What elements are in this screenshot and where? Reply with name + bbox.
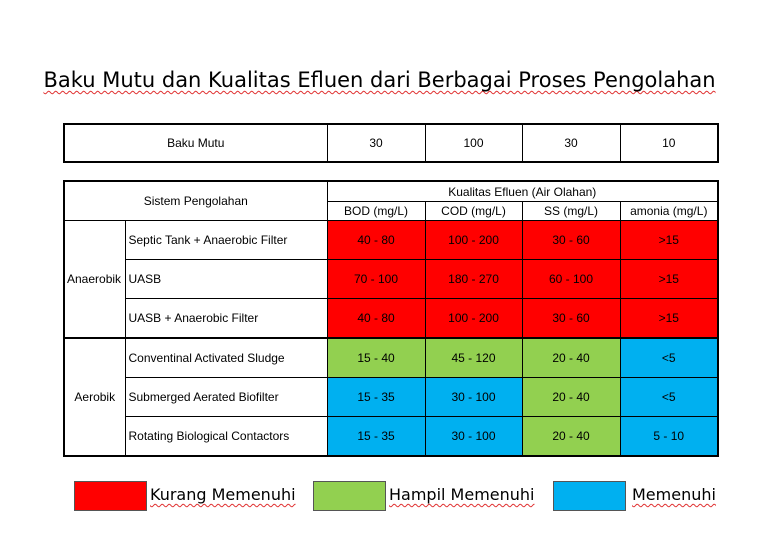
legend-label-kurang bbox=[150, 485, 296, 504]
legend-swatch-blue bbox=[553, 481, 626, 511]
effluent-quality-table bbox=[63, 180, 719, 457]
legend-swatch-red bbox=[74, 481, 147, 511]
value-cell: 15 - 35 bbox=[327, 378, 425, 417]
baku-mutu-ss: 30 bbox=[522, 124, 620, 162]
legend-text: Hampil Memenuhi bbox=[389, 485, 535, 504]
value-cell: 20 - 40 bbox=[522, 338, 620, 378]
value-cell: 30 - 100 bbox=[425, 417, 522, 457]
system-name: Rotating Biological Contactors bbox=[125, 417, 327, 457]
column-header-ss: SS (mg/L) bbox=[522, 202, 620, 221]
quality-header: Kualitas Efluen (Air Olahan) bbox=[327, 181, 718, 202]
system-name: UASB + Anaerobic Filter bbox=[125, 299, 327, 339]
value-cell: 20 - 40 bbox=[522, 417, 620, 457]
value-cell: 100 - 200 bbox=[425, 221, 522, 260]
value-cell: >15 bbox=[620, 221, 718, 260]
header-row bbox=[64, 181, 718, 202]
value-cell: 5 - 10 bbox=[620, 417, 718, 457]
system-name: Submerged Aerated Biofilter bbox=[125, 378, 327, 417]
group-label-aerobik: Aerobik bbox=[64, 338, 125, 456]
legend-label-hampil bbox=[389, 485, 535, 504]
column-header-cod: COD (mg/L) bbox=[425, 202, 522, 221]
baku-mutu-row bbox=[64, 124, 718, 162]
legend-text: Memenuhi bbox=[632, 485, 716, 504]
table-row bbox=[64, 260, 718, 299]
table-row bbox=[64, 338, 718, 378]
baku-mutu-bod: 30 bbox=[327, 124, 425, 162]
legend-swatch-green bbox=[313, 481, 386, 511]
value-cell: 40 - 80 bbox=[327, 299, 425, 339]
page-title-text: Baku Mutu dan Kualitas Efluen dari Berbagai Proses Pengolahan bbox=[43, 68, 716, 92]
system-name: UASB bbox=[125, 260, 327, 299]
table-row bbox=[64, 221, 718, 260]
system-header: Sistem Pengolahan bbox=[64, 181, 327, 221]
baku-mutu-cod: 100 bbox=[425, 124, 522, 162]
system-name: Septic Tank + Anaerobic Filter bbox=[125, 221, 327, 260]
value-cell: 20 - 40 bbox=[522, 378, 620, 417]
table-row bbox=[64, 299, 718, 339]
system-name: Conventinal Activated Sludge bbox=[125, 338, 327, 378]
value-cell: 15 - 40 bbox=[327, 338, 425, 378]
value-cell: 100 - 200 bbox=[425, 299, 522, 339]
page-title bbox=[0, 68, 759, 92]
value-cell: <5 bbox=[620, 378, 718, 417]
value-cell: 30 - 60 bbox=[522, 299, 620, 339]
column-header-amonia: amonia (mg/L) bbox=[620, 202, 718, 221]
value-cell: 40 - 80 bbox=[327, 221, 425, 260]
value-cell: 45 - 120 bbox=[425, 338, 522, 378]
value-cell: 180 - 270 bbox=[425, 260, 522, 299]
value-cell: 60 - 100 bbox=[522, 260, 620, 299]
group-label-anaerobik: Anaerobik bbox=[64, 221, 125, 339]
value-cell: >15 bbox=[620, 260, 718, 299]
legend-label-memenuhi bbox=[632, 485, 716, 504]
value-cell: 15 - 35 bbox=[327, 417, 425, 457]
value-cell: <5 bbox=[620, 338, 718, 378]
value-cell: 30 - 60 bbox=[522, 221, 620, 260]
table-row bbox=[64, 417, 718, 457]
baku-mutu-amonia: 10 bbox=[620, 124, 718, 162]
value-cell: 70 - 100 bbox=[327, 260, 425, 299]
value-cell: >15 bbox=[620, 299, 718, 339]
table-row bbox=[64, 378, 718, 417]
baku-mutu-table bbox=[63, 123, 719, 163]
baku-mutu-label: Baku Mutu bbox=[64, 124, 327, 162]
value-cell: 30 - 100 bbox=[425, 378, 522, 417]
legend-text: Kurang Memenuhi bbox=[150, 485, 296, 504]
column-header-bod: BOD (mg/L) bbox=[327, 202, 425, 221]
